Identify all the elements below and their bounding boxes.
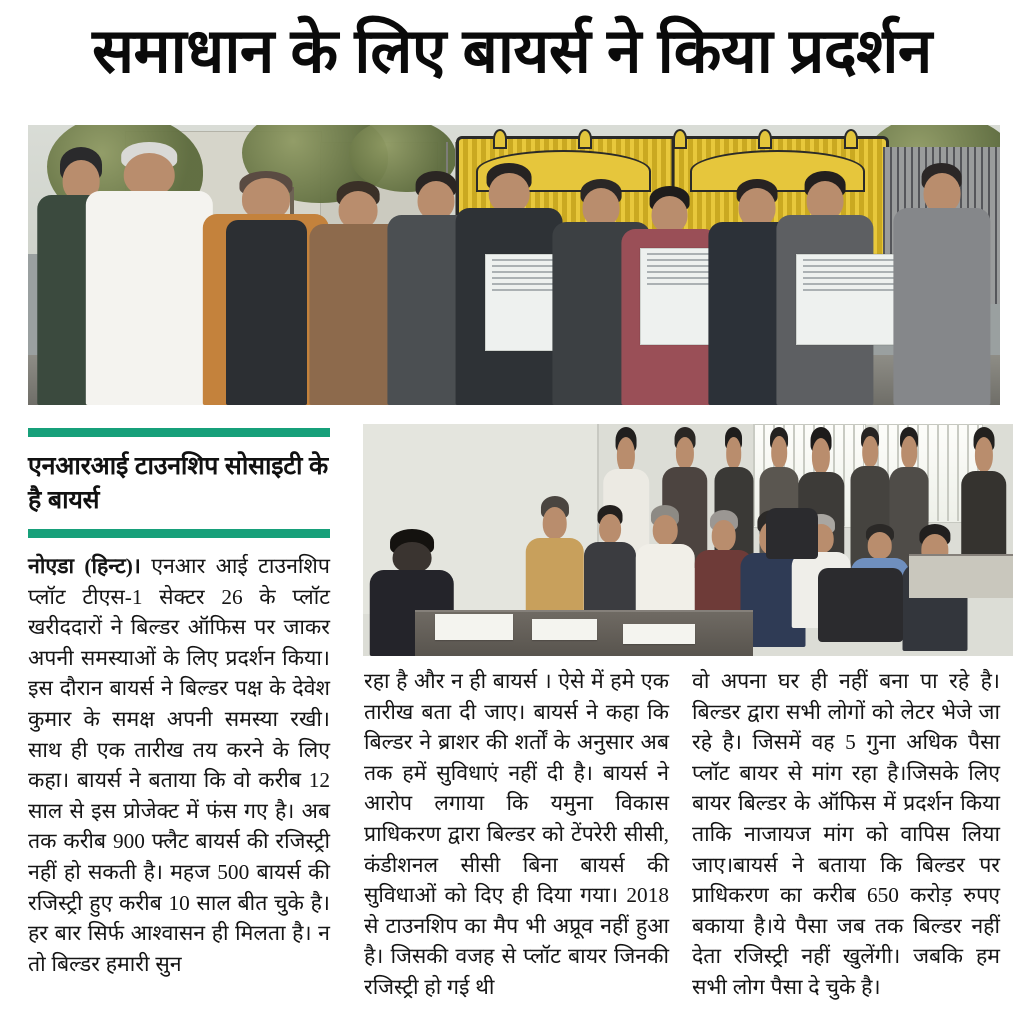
accent-rule-top: [28, 428, 330, 437]
dateline: नोएडा (हिन्ट)।: [28, 554, 152, 578]
subheadline-text: एनआरआई टाउनशिप सोसाइटी के है बायर्स: [28, 452, 328, 514]
body-column-1-text: एनआर आई टाउनशिप प्लॉट टीएस-1 सेक्टर 26 के प्लॉट खरीददारों ने बिल्डर ऑफिस पर जाकर अपनी समस्याओं के लिए प्रदर्शन किया। इस दौरान बायर्स ने बिल्डर पक्ष के देवेश कुमार के समक्ष अपनी समस्या रखी। साथ ही एक तारीख तय करने के लिए कहा। बायर्स ने बताया कि वो करीब 12 साल से इस प्रोजेक्ट में फंस गए है। अब तक करीब 900 फ्लैट बायर्स की रजिस्ट्री नहीं हो सकती है। महज 500 बायर्स की रजिस्ट्री हुए करीब 10 साल बीत चुके है। हर बार सिर्फ आश्वासन ही मिलता है। न तो बिल्डर हमारी सुन: [28, 554, 330, 976]
accent-rule-bottom: [28, 529, 330, 538]
body-column-1: [28, 551, 330, 1013]
body-column-2: रहा है और न ही बायर्स । ऐसे में हमे एक तारीख बता दी जाए। बायर्स ने कहा कि बिल्डर ने ब्राशर की शर्तों के अनुसार अब तक हमें सुविधाएं नहीं दी है। बायर्स ने आरोप लगाया कि यमुना विकास प्राधिकरण द्वारा बिल्डर को टेंपरेरी सीसी, कंडीशनल सीसी बिना बायर्स की सुविधाओं को दिए ही दिया गया। 2018 से टाउनशिप का मैप भी अप्रूव नहीं हुआ है। जिसकी वजह से प्लॉट बायर जिनकी रजिस्ट्री हो गई थी: [364, 669, 669, 999]
protest-photo: [28, 125, 1000, 405]
body-column-3: वो अपना घर ही नहीं बना पा रहे है। बिल्डर द्वारा सभी लोगों को लेटर भेजे जा रहे है। जिसमें वह 5 गुना अधिक पैसा प्लॉट बायर से मांग रहा है।जिसके लिए बायर बिल्डर के ऑफिस में प्रदर्शन किया ताकि नाजायज मांग को वापिस लिया जाए।बायर्स ने बताया कि बिल्डर पर प्राधिकरण का करीब 650 करोड़ रुपए बकाया है।ये पैसा जब तक बिल्डर नहीं देता रजिस्ट्री नहीं खुलेंगी। जबकि हम सभी लोग पैसा दे चुके है।: [692, 669, 1000, 999]
meeting-photo: [363, 424, 1013, 656]
page-headline: समाधान के लिए बायर्स ने किया प्रदर्शन: [92, 17, 932, 86]
subheadline-block: [28, 428, 330, 538]
